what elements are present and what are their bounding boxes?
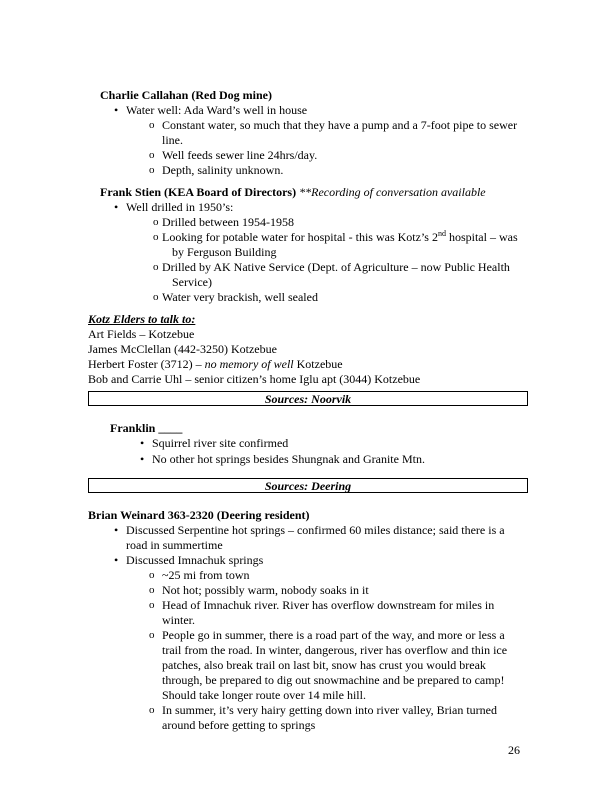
callahan-heading: Charlie Callahan (Red Dog mine) (100, 88, 272, 102)
noorvik-bullet-squirrel: • Squirrel river site confirmed (152, 436, 288, 451)
deering-heading: Brian Weinard 363-2320 (Deering resident) (88, 508, 310, 522)
deering-sub-summer-road: o People go in summer, there is a road part of the way, and more or less a (162, 628, 505, 643)
deering-sub-distance: o ~25 mi from town (162, 568, 250, 583)
stien-sub-brackish: o Water very brackish, well sealed (162, 290, 318, 305)
deering-sub-hairy-descent-cont: around before getting to springs (162, 718, 316, 732)
stien-heading-line (100, 185, 486, 200)
deering-sub-not-hot: o Not hot; possibly warm, nobody soaks in it (162, 583, 369, 598)
deering-sub-summer-road-cont-3: through, be prepared to dig out snowmachine and be prepared to camp! (162, 673, 505, 687)
stien-sub-drilled-between: o Drilled between 1954-1958 (162, 215, 294, 230)
elder-art-fields: Art Fields – Kotzebue (88, 327, 195, 341)
deering-sub-summer-road-cont-2: patches, also break trail on last bit, snow has crust you would break (162, 658, 486, 672)
stien-bullet-well-drilled: • Well drilled in 1950’s: (126, 200, 233, 215)
callahan-sub-depth: o Depth, salinity unknown. (162, 163, 283, 178)
deering-bullet-imnachuk: • Discussed Imnachuk springs (126, 553, 263, 568)
deering-bullet-serpentine: • Discussed Serpentine hot springs – confirmed 60 miles distance; said there is a (126, 523, 505, 538)
stien-recording-note: **Recording of conversation available (296, 185, 486, 199)
stien-sub-potable-water-cont: by Ferguson Building (172, 245, 277, 259)
callahan-bullet-water-well: • Water well: Ada Ward’s well in house (126, 103, 307, 118)
section-box-deering: Sources: Deering (88, 478, 528, 493)
deering-bullet-serpentine-cont: road in summertime (126, 538, 223, 552)
stien-heading: Frank Stien (KEA Board of Directors) (100, 185, 297, 199)
stien-sub-drilled-by-cont: Service) (172, 275, 212, 289)
callahan-sub-sewer-feed: o Well feeds sewer line 24hrs/day. (162, 148, 317, 163)
elder-herbert-foster: Herbert Foster (3712) – no memory of well Kotzebue (88, 357, 343, 371)
callahan-sub-constant-water: o Constant water, so much that they have a pump and a 7-foot pipe to sewer (162, 118, 517, 133)
page-number: 26 (508, 743, 520, 757)
noorvik-heading: Franklin ____ (110, 421, 183, 435)
stien-sub-potable-water: o Looking for potable water for hospital - this was Kotz’s 2nd hospital – was (162, 230, 518, 245)
deering-sub-summer-road-cont-1: trail from the road. In winter, dangerous, river has overflow and thin ice (162, 643, 508, 657)
callahan-sub-constant-water-cont: line. (162, 133, 183, 147)
elder-bob-carrie-uhl: Bob and Carrie Uhl – senior citizen’s home Iglu apt (3044) Kotzebue (88, 372, 421, 386)
deering-sub-hairy-descent: o In summer, it’s very hairy getting down into river valley, Brian turned (162, 703, 497, 718)
noorvik-bullet-hot-springs: • No other hot springs besides Shungnak and Granite Mtn. (152, 452, 425, 467)
stien-sub-drilled-by: o Drilled by AK Native Service (Dept. of Agriculture – now Public Health (162, 260, 510, 275)
deering-sub-head-of-river: o Head of Imnachuk river. River has overflow downstream for miles in (162, 598, 494, 613)
deering-sub-head-of-river-cont: winter. (162, 613, 195, 627)
section-box-noorvik: Sources: Noorvik (88, 391, 528, 406)
deering-sub-summer-road-cont-4: Should take longer route over 14 mile hill. (162, 688, 366, 702)
elders-heading: Kotz Elders to talk to: (88, 312, 196, 326)
elder-james-mcclellan: James McClellan (442-3250) Kotzebue (88, 342, 277, 356)
